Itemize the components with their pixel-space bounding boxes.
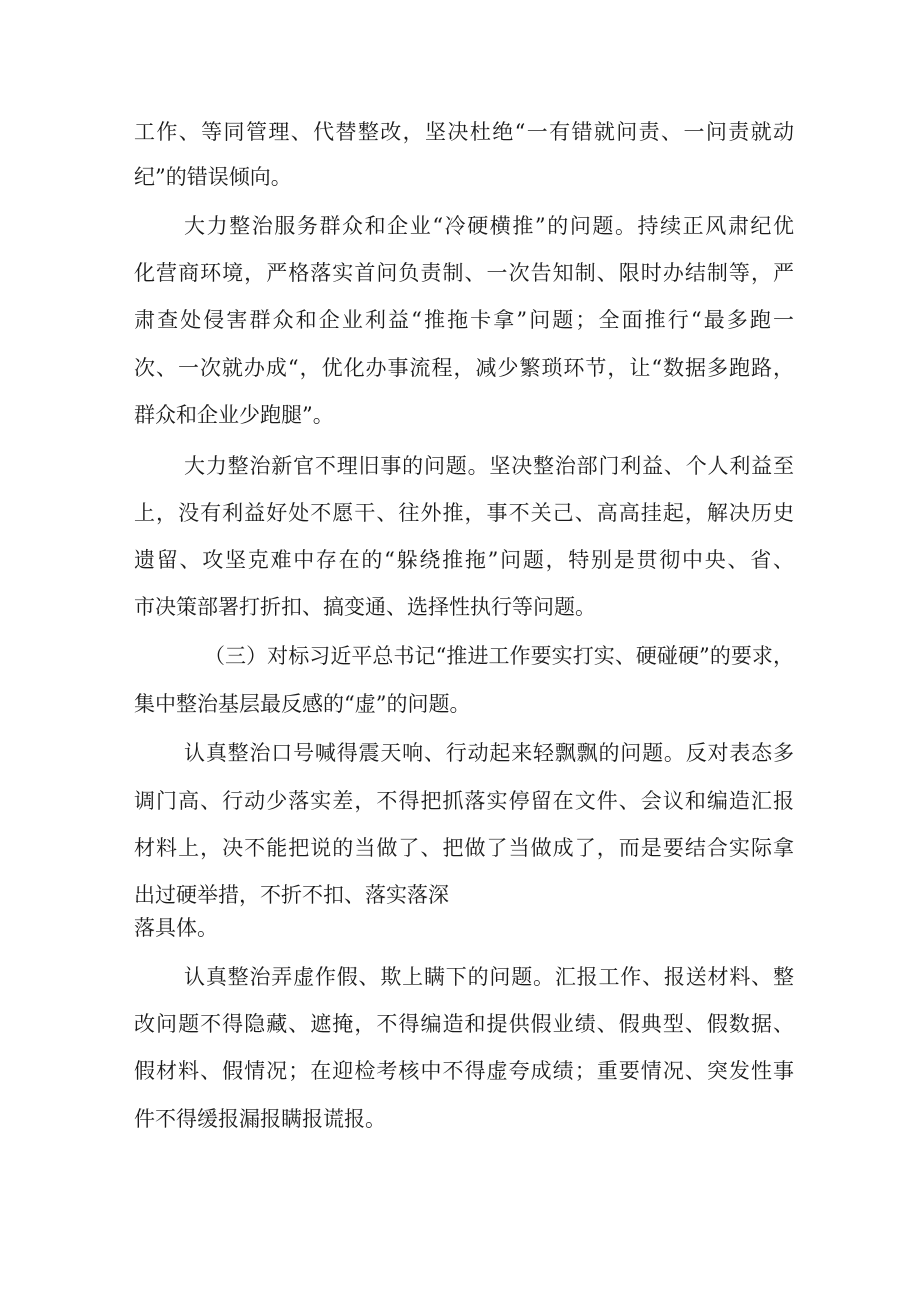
paragraph-1-line-1: 工作、等同管理、代替整改，坚决杜绝“一有错就问责、一问责就动 [134,120,794,144]
paragraph-6-line-3: 假材料、假情况；在迎检考核中不得虚夸成绩；重要情况、突发性事 [134,1059,794,1083]
paragraph-5-line-3: 材料上，决不能把说的当做了、把做了当做成了，而是要结合实际拿 [134,836,794,860]
paragraph-5-line-4: 出过硬举措，不折不扣、落实落深 [134,883,449,907]
paragraph-2-line-2: 化营商环境，严格落实首问负责制、一次告知制、限时办结制等，严 [134,261,794,285]
paragraph-3-line-2: 上，没有利益好处不愿干、往外推，事不关己、高高挂起，解决历史 [134,501,794,525]
paragraph-3-line-4: 市决策部署打折扣、搞变通、选择性执行等问题。 [134,595,596,619]
section-heading-line-1: （三）对标习近平总书记“推进工作要实打实、硬碰硬”的要求， [204,644,794,668]
paragraph-6-line-4: 件不得缓报漏报瞒报谎报。 [134,1107,386,1131]
section-heading-line-2: 集中整治基层最反感的“虚”的问题。 [134,692,471,716]
paragraph-1-line-2: 纪”的错误倾向。 [134,165,292,189]
paragraph-2-line-4: 次、一次就办成“，优化办事流程，减少繁琐环节，让“数据多跑路， [134,356,794,380]
paragraph-5-line-2: 调门高、行动少落实差，不得把抓落实停留在文件、会议和编造汇报 [134,789,794,813]
paragraph-2-line-5: 群众和企业少跑腿”。 [134,403,334,427]
paragraph-6-line-1: 认真整治弄虚作假、欺上瞒下的问题。汇报工作、报送材料、整 [184,965,794,989]
paragraph-2-line-3: 肃查处侵害群众和企业利益“推拖卡拿”问题；全面推行“最多跑一 [134,308,794,332]
paragraph-5-line-1: 认真整治口号喊得震天响、行动起来轻飘飘的问题。反对表态多 [184,741,794,765]
paragraph-2-line-1: 大力整治服务群众和企业“冷硬横推”的问题。持续正风肃纪优 [184,214,794,238]
paragraph-5-line-5: 落具体。 [134,916,218,940]
paragraph-3-line-3: 遗留、攻坚克难中存在的“躲绕推拖”问题，特别是贯彻中央、省、 [134,548,794,572]
paragraph-3-line-1: 大力整治新官不理旧事的问题。坚决整治部门利益、个人利益至 [184,454,794,478]
paragraph-6-line-2: 改问题不得隐藏、遮掩，不得编造和提供假业绩、假典型、假数据、 [134,1012,794,1036]
